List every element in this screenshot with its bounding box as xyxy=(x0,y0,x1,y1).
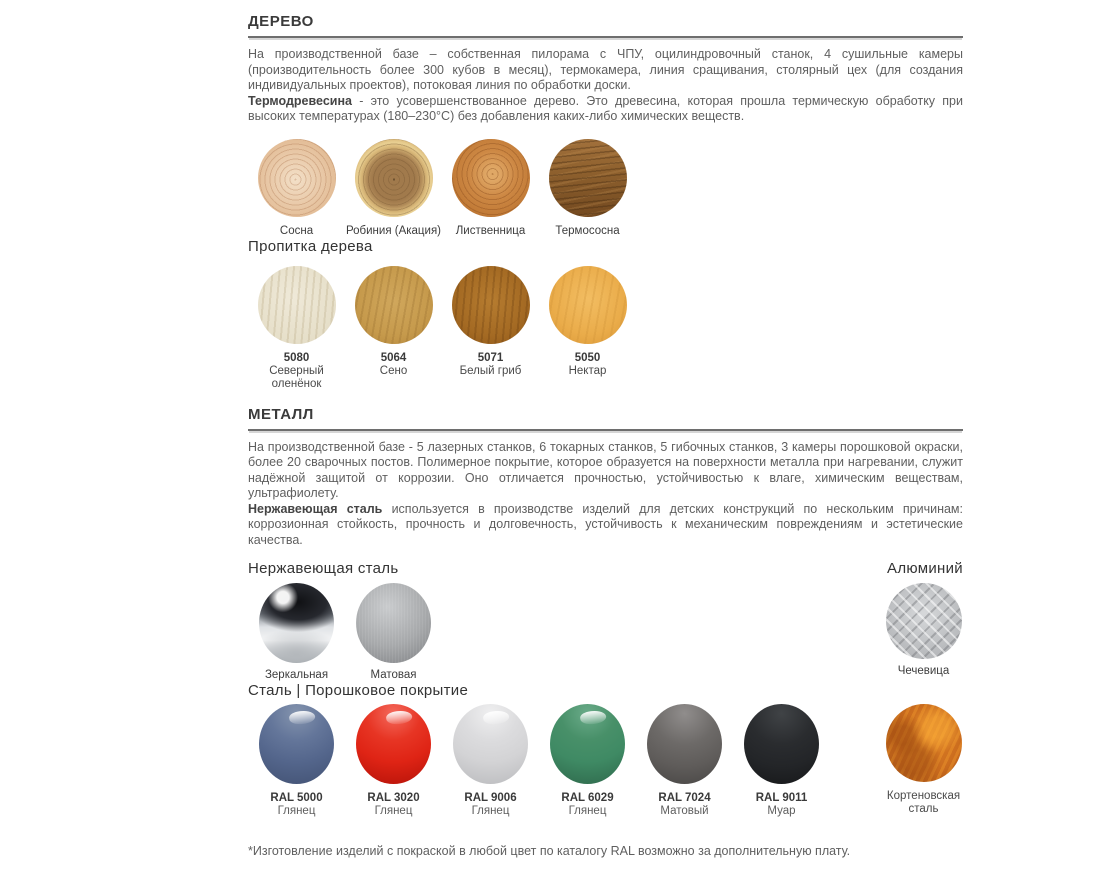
swatch-label xyxy=(881,790,967,816)
impregnation-5080 xyxy=(248,266,345,391)
swatch-label xyxy=(254,352,340,391)
impregnation-title: Пропитка дерева xyxy=(248,237,373,255)
powder-ral-3020 xyxy=(345,704,442,818)
swatch-finish: Глянец xyxy=(374,805,413,817)
swatch-code: 5080 xyxy=(283,351,310,364)
swatch-name: Белый гриб xyxy=(459,364,522,377)
swatch-name: Сено xyxy=(379,364,408,377)
corten-steel xyxy=(875,704,972,816)
swatch-code: RAL 5000 xyxy=(270,792,323,804)
stainless-description: используется в производстве изделий для детских конструкций по нескольким причинам: коррозионная стойкость, прочность и долговечность, устойчивость к механическим повреждениям и эстетические качества. xyxy=(248,501,963,547)
ral-footnote: *Изготовление изделий с покраской в любой цвет по каталогу RAL возможно за дополнительную плату. xyxy=(248,844,851,858)
swatch-5080 xyxy=(258,266,336,344)
page-content xyxy=(248,13,963,871)
swatch-label: Сосна xyxy=(279,224,314,237)
swatch-ral-6029 xyxy=(550,704,625,784)
swatch-code: RAL 7024 xyxy=(658,792,711,804)
swatch-label xyxy=(380,352,407,378)
powder-coating-title: Сталь | Порошковое покрытие xyxy=(248,682,469,699)
pine-swatch xyxy=(258,139,336,217)
wood-intro-text: На производственной базе – собственная пилорама с ЧПУ, оцилиндровочный станок, 4 сушильные камеры (производительность более 300 кубов в месяц), термокамера, линия сращивания, столярный цех (для создания индивидуальных проектов), потоковая линия по обработки доски. xyxy=(248,47,963,92)
swatch-code: 5064 xyxy=(380,351,407,364)
metal-intro-paragraph xyxy=(248,440,963,549)
wood-species-row xyxy=(248,139,963,238)
section-title-wood: ДЕРЕВО xyxy=(248,13,963,38)
swatch-finish: Матовый xyxy=(660,805,709,817)
swatch-ral-9011 xyxy=(744,704,819,784)
swatch-label: Робиния (Акация) xyxy=(345,224,441,237)
swatch-label: Лиственница xyxy=(455,224,526,237)
stainless-title: Нержавеющая сталь xyxy=(248,560,399,577)
stainless-term: Нержавеющая сталь xyxy=(248,501,383,516)
impregnation-5050 xyxy=(539,266,636,391)
swatch-code: RAL 9006 xyxy=(464,792,517,804)
swatch-name: Северный оленёнок xyxy=(269,364,324,390)
swatch-code: 5071 xyxy=(477,351,504,364)
wood-species-robinia xyxy=(345,139,442,238)
swatch-5064 xyxy=(355,266,433,344)
powder-ral-6029 xyxy=(539,704,636,818)
swatch-label xyxy=(658,792,710,818)
swatch-label: Термососна xyxy=(555,224,620,237)
swatch-label xyxy=(756,792,808,818)
swatch-label xyxy=(569,352,607,378)
swatch-ral-5000 xyxy=(259,704,334,784)
stainless-header-row xyxy=(248,560,963,577)
swatch-finish: Глянец xyxy=(568,805,607,817)
swatch-label xyxy=(367,792,419,818)
swatch-name: Кортеновская сталь xyxy=(886,790,961,815)
larch-swatch xyxy=(452,139,530,217)
swatch-ral-7024 xyxy=(647,704,722,784)
metal-intro-text: На производственной базе - 5 лазерных станков, 6 токарных станков, 5 гибочных станков, 3 камеры порошковой окраски, более 20 сварочных постов. Полимерное покрытие, которое образуется на поверхности металла при нагревании, служит надёжной защитой от коррозии. Оно отличается прочностью, устойчивостью к влаге, химическим веществам, ультрафиолету. xyxy=(248,439,963,500)
swatch-label xyxy=(464,792,516,818)
swatch-label: Чечевица xyxy=(897,665,950,677)
swatch-ral-9006 xyxy=(453,704,528,784)
swatch-5050 xyxy=(549,266,627,344)
aluminum-lentil xyxy=(875,583,972,678)
powder-ral-5000 xyxy=(248,704,345,818)
aluminum-lentil-swatch xyxy=(886,583,962,659)
thermopine-swatch xyxy=(549,139,627,217)
powder-ral-9006 xyxy=(442,704,539,818)
powder-ral-9011 xyxy=(733,704,830,818)
wood-species-pine xyxy=(248,139,345,238)
stainless-matte xyxy=(345,583,442,682)
impregnation-5064 xyxy=(345,266,442,391)
robinia-swatch xyxy=(355,139,433,217)
matte-steel-swatch xyxy=(356,583,431,663)
aluminum-title: Алюминий xyxy=(887,560,963,577)
swatch-label: Зеркальная xyxy=(264,669,329,681)
swatch-label xyxy=(460,352,522,378)
stainless-mirror xyxy=(248,583,345,682)
swatch-code: 5050 xyxy=(574,351,601,364)
powder-coating-row xyxy=(248,704,963,818)
swatch-finish: Муар xyxy=(767,805,796,817)
swatch-finish: Глянец xyxy=(471,805,510,817)
swatch-name: Нектар xyxy=(568,364,607,377)
corten-steel-swatch xyxy=(886,704,962,782)
powder-ral-7024 xyxy=(636,704,733,818)
wood-species-larch xyxy=(442,139,539,238)
impregnation-5071 xyxy=(442,266,539,391)
stainless-row xyxy=(248,583,963,682)
section-title-metal: МЕТАЛЛ xyxy=(248,406,963,431)
swatch-code: RAL 3020 xyxy=(367,792,420,804)
wood-species-thermopine xyxy=(539,139,636,238)
thermowood-description: - это усовершенствованное дерево. Это древесина, которая прошла термическую обработку при высоких температурах (180–230°С) без добавления каких-либо химических веществ. xyxy=(248,93,963,123)
swatch-label xyxy=(561,792,613,818)
swatch-ral-3020 xyxy=(356,704,431,784)
wood-intro-paragraph xyxy=(248,47,963,125)
swatch-code: RAL 9011 xyxy=(755,792,808,804)
impregnation-row xyxy=(248,266,963,391)
swatch-5071 xyxy=(452,266,530,344)
swatch-finish: Глянец xyxy=(277,805,316,817)
mirror-steel-swatch xyxy=(259,583,334,663)
swatch-code: RAL 6029 xyxy=(561,792,614,804)
swatch-label: Матовая xyxy=(370,669,417,681)
thermowood-term: Термодревесина xyxy=(248,93,352,108)
swatch-label xyxy=(270,792,322,818)
